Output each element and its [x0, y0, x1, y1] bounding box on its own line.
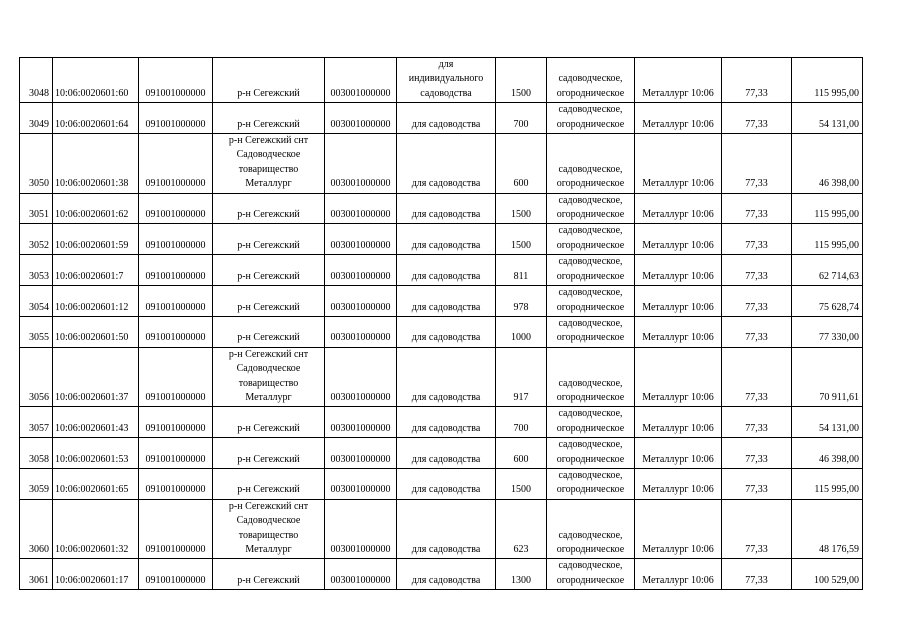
cell-category-line: огородническое	[556, 391, 625, 403]
table-row	[20, 286, 863, 317]
cell-address-line: Садоводческое	[236, 363, 301, 375]
table-row	[20, 134, 863, 194]
cell-cadastral-number: 10:06:0020601:32	[53, 499, 139, 559]
cell-address	[213, 134, 325, 194]
cell-permitted-use-line: для садоводства	[411, 544, 481, 555]
cell-okato-code: 091001000000	[139, 255, 213, 286]
cell-permitted-use	[397, 347, 496, 407]
cell-permitted-use	[397, 134, 496, 194]
cell-address	[213, 103, 325, 134]
cell-permitted-use	[397, 103, 496, 134]
cell-okato-code: 091001000000	[139, 559, 213, 590]
cell-address-line: р-н Сегежский	[237, 118, 300, 130]
cell-address-line: р-н Сегежский	[237, 574, 300, 586]
cell-address	[213, 224, 325, 255]
cell-category-line: садоводческое,	[558, 439, 623, 451]
cell-specific-value: 77,33	[722, 286, 792, 317]
cell-permitted-use-line: для садоводства	[411, 301, 481, 313]
cell-cadastral-number: 10:06:0020601:64	[53, 103, 139, 134]
cell-category	[547, 193, 635, 224]
cell-permitted-use-line: для	[438, 59, 454, 70]
cell-specific-value: 77,33	[722, 499, 792, 559]
cell-address-line: р-н Сегежский	[237, 301, 300, 313]
cell-category	[547, 58, 635, 103]
cell-row-number: 3051	[20, 193, 53, 224]
cell-cadastral-number: 10:06:0020601:50	[53, 316, 139, 347]
cell-category	[547, 103, 635, 134]
cell-address	[213, 438, 325, 469]
cell-okato-code: 091001000000	[139, 286, 213, 317]
cell-permitted-use-line: для садоводства	[411, 391, 481, 403]
cell-specific-value: 77,33	[722, 559, 792, 590]
cell-row-number: 3061	[20, 559, 53, 590]
cell-cadastral-number: 10:06:0020601:12	[53, 286, 139, 317]
cell-row-number: 3055	[20, 316, 53, 347]
cell-area: 700	[496, 103, 547, 134]
cell-cadastral-value: 75 628,74	[792, 286, 863, 317]
cell-permitted-use-line: для садоводства	[411, 209, 481, 221]
cell-okato-code: 091001000000	[139, 134, 213, 194]
cell-address-line: товарищество	[238, 529, 299, 541]
cell-partnership: Металлург 10:06	[635, 58, 722, 103]
cell-partnership: Металлург 10:06	[635, 468, 722, 499]
table-body	[20, 58, 863, 590]
cell-specific-value: 77,33	[722, 468, 792, 499]
cell-category-line: огородническое	[556, 239, 625, 251]
cell-category-line: огородническое	[556, 270, 625, 282]
cell-address-line: р-н Сегежский	[237, 484, 300, 496]
cell-permitted-use-line: для садоводства	[411, 422, 481, 434]
cell-address	[213, 286, 325, 317]
cell-okato-code: 091001000000	[139, 499, 213, 559]
cell-permitted-use-line: для садоводства	[411, 239, 481, 251]
table-row	[20, 103, 863, 134]
cell-oktmo-code: 003001000000	[325, 286, 397, 317]
cell-category-line: садоводческое,	[558, 225, 623, 237]
cell-row-number: 3057	[20, 407, 53, 438]
cell-permitted-use	[397, 438, 496, 469]
table-row	[20, 347, 863, 407]
cell-category-line: огородническое	[556, 453, 625, 465]
cell-category	[547, 499, 635, 559]
cell-category-line: огородническое	[556, 118, 625, 130]
cell-category-line: садоводческое,	[558, 73, 623, 85]
cell-address	[213, 468, 325, 499]
table-row	[20, 559, 863, 590]
cell-permitted-use	[397, 559, 496, 590]
cell-address-line: р-н Сегежский	[237, 239, 300, 251]
cell-okato-code: 091001000000	[139, 103, 213, 134]
cell-cadastral-value: 54 131,00	[792, 103, 863, 134]
cell-area: 600	[496, 134, 547, 194]
cell-category	[547, 438, 635, 469]
cell-oktmo-code: 003001000000	[325, 193, 397, 224]
cell-category-line: садоводческое,	[558, 317, 623, 329]
cell-area: 811	[496, 255, 547, 286]
cell-area: 1300	[496, 559, 547, 590]
land-plots-table	[19, 57, 863, 590]
cell-category	[547, 134, 635, 194]
cell-permitted-use	[397, 255, 496, 286]
cell-oktmo-code: 003001000000	[325, 468, 397, 499]
cell-address-line: р-н Сегежский	[237, 453, 300, 465]
cell-category-line: садоводческое,	[558, 287, 623, 299]
cell-okato-code: 091001000000	[139, 407, 213, 438]
cell-row-number: 3052	[20, 224, 53, 255]
cell-permitted-use-line: индивидуального	[408, 73, 484, 85]
cell-address-line: товарищество	[238, 163, 299, 175]
cell-cadastral-value: 115 995,00	[792, 193, 863, 224]
cell-address	[213, 58, 325, 103]
cell-category-line: огородническое	[556, 484, 625, 496]
cell-category	[547, 347, 635, 407]
cell-address-line: товарищество	[238, 377, 299, 389]
cell-specific-value: 77,33	[722, 224, 792, 255]
cell-partnership: Металлург 10:06	[635, 286, 722, 317]
cell-category	[547, 468, 635, 499]
cell-area: 1500	[496, 58, 547, 103]
cell-okato-code: 091001000000	[139, 316, 213, 347]
cell-oktmo-code: 003001000000	[325, 255, 397, 286]
cell-category-line: садоводческое,	[558, 194, 623, 206]
table-row	[20, 316, 863, 347]
cell-category-line: огородническое	[556, 301, 625, 313]
cell-partnership: Металлург 10:06	[635, 224, 722, 255]
cell-address-line: р-н Сегежский снт	[228, 348, 309, 360]
cell-category	[547, 255, 635, 286]
cell-oktmo-code: 003001000000	[325, 438, 397, 469]
table-row	[20, 58, 863, 103]
cell-cadastral-number: 10:06:0020601:59	[53, 224, 139, 255]
cell-row-number: 3054	[20, 286, 53, 317]
cell-partnership: Металлург 10:06	[635, 103, 722, 134]
cell-category-line: огородническое	[556, 209, 625, 221]
table-row	[20, 407, 863, 438]
cell-specific-value: 77,33	[722, 347, 792, 407]
cell-permitted-use	[397, 468, 496, 499]
cell-oktmo-code: 003001000000	[325, 407, 397, 438]
cell-oktmo-code: 003001000000	[325, 559, 397, 590]
cell-area: 1500	[496, 224, 547, 255]
cell-cadastral-number: 10:06:0020601:7	[53, 255, 139, 286]
cell-category-line: садоводческое,	[558, 529, 623, 541]
cell-category-line: огородническое	[556, 574, 625, 586]
cell-area: 917	[496, 347, 547, 407]
cell-category-line: огородническое	[556, 544, 625, 555]
cell-oktmo-code: 003001000000	[325, 134, 397, 194]
cell-category-line: огородническое	[556, 87, 625, 99]
cell-category-line: садоводческое,	[558, 104, 623, 116]
cell-address-line: Садоводческое	[236, 149, 301, 161]
cell-area: 700	[496, 407, 547, 438]
cell-partnership: Металлург 10:06	[635, 407, 722, 438]
cell-specific-value: 77,33	[722, 103, 792, 134]
cell-cadastral-number: 10:06:0020601:37	[53, 347, 139, 407]
cell-partnership: Металлург 10:06	[635, 499, 722, 559]
cell-partnership: Металлург 10:06	[635, 134, 722, 194]
cell-permitted-use-line: для садоводства	[411, 332, 481, 344]
cell-permitted-use	[397, 58, 496, 103]
cell-address-line: Металлург	[245, 178, 292, 190]
cell-permitted-use-line: для садоводства	[411, 453, 481, 465]
cell-okato-code: 091001000000	[139, 224, 213, 255]
cell-cadastral-value: 54 131,00	[792, 407, 863, 438]
cell-permitted-use-line: для садоводства	[411, 270, 481, 282]
table-row	[20, 499, 863, 559]
cell-address	[213, 499, 325, 559]
cell-cadastral-value: 100 529,00	[792, 559, 863, 590]
cell-area: 1000	[496, 316, 547, 347]
cell-address	[213, 316, 325, 347]
cell-category	[547, 316, 635, 347]
cell-row-number: 3048	[20, 58, 53, 103]
cell-cadastral-value: 62 714,63	[792, 255, 863, 286]
cell-permitted-use	[397, 407, 496, 438]
cell-category-line: садоводческое,	[558, 469, 623, 481]
table-row	[20, 255, 863, 286]
cell-oktmo-code: 003001000000	[325, 499, 397, 559]
cell-oktmo-code: 003001000000	[325, 347, 397, 407]
cell-area: 978	[496, 286, 547, 317]
table-row	[20, 224, 863, 255]
cell-permitted-use	[397, 224, 496, 255]
cell-okato-code: 091001000000	[139, 468, 213, 499]
cell-cadastral-number: 10:06:0020601:53	[53, 438, 139, 469]
cell-area: 600	[496, 438, 547, 469]
cell-permitted-use-line: садоводства	[420, 87, 472, 99]
cell-cadastral-number: 10:06:0020601:17	[53, 559, 139, 590]
cell-address-line: р-н Сегежский снт	[228, 500, 309, 512]
cell-partnership: Металлург 10:06	[635, 255, 722, 286]
cell-oktmo-code: 003001000000	[325, 316, 397, 347]
cell-permitted-use	[397, 499, 496, 559]
cell-address	[213, 347, 325, 407]
cell-cadastral-number: 10:06:0020601:38	[53, 134, 139, 194]
cell-category	[547, 224, 635, 255]
cell-specific-value: 77,33	[722, 407, 792, 438]
cell-permitted-use	[397, 193, 496, 224]
cell-specific-value: 77,33	[722, 193, 792, 224]
cell-oktmo-code: 003001000000	[325, 103, 397, 134]
cell-category-line: садоводческое,	[558, 408, 623, 420]
cell-cadastral-value: 46 398,00	[792, 134, 863, 194]
cell-area: 1500	[496, 468, 547, 499]
cell-address	[213, 255, 325, 286]
cell-area: 1500	[496, 193, 547, 224]
cell-row-number: 3060	[20, 499, 53, 559]
cell-category-line: садоводческое,	[558, 163, 623, 175]
cell-cadastral-number: 10:06:0020601:65	[53, 468, 139, 499]
cell-address-line: р-н Сегежский	[237, 87, 300, 99]
cell-category-line: огородническое	[556, 178, 625, 190]
cell-partnership: Металлург 10:06	[635, 316, 722, 347]
table-row	[20, 193, 863, 224]
cell-category-line: огородническое	[556, 422, 625, 434]
cell-okato-code: 091001000000	[139, 438, 213, 469]
cell-category-line: садоводческое,	[558, 377, 623, 389]
cell-category-line: огородническое	[556, 332, 625, 344]
cell-specific-value: 77,33	[722, 316, 792, 347]
cell-category-line: садоводческое,	[558, 256, 623, 268]
cell-cadastral-number: 10:06:0020601:62	[53, 193, 139, 224]
cell-row-number: 3059	[20, 468, 53, 499]
cell-okato-code: 091001000000	[139, 193, 213, 224]
cell-okato-code: 091001000000	[139, 58, 213, 103]
cell-address-line: Садоводческое	[236, 515, 301, 527]
cell-partnership: Металлург 10:06	[635, 193, 722, 224]
cell-row-number: 3056	[20, 347, 53, 407]
cell-address-line: р-н Сегежский	[237, 270, 300, 282]
cell-address	[213, 193, 325, 224]
cell-cadastral-number: 10:06:0020601:60	[53, 58, 139, 103]
cell-address	[213, 407, 325, 438]
cell-row-number: 3049	[20, 103, 53, 134]
cell-partnership: Металлург 10:06	[635, 438, 722, 469]
cell-cadastral-value: 46 398,00	[792, 438, 863, 469]
cell-address	[213, 559, 325, 590]
cell-permitted-use-line: для садоводства	[411, 484, 481, 496]
cell-address-line: Металлург	[245, 544, 292, 555]
cell-cadastral-number: 10:06:0020601:43	[53, 407, 139, 438]
cell-address-line: р-н Сегежский	[237, 422, 300, 434]
cell-row-number: 3053	[20, 255, 53, 286]
cell-cadastral-value: 115 995,00	[792, 58, 863, 103]
cell-permitted-use	[397, 316, 496, 347]
cell-partnership: Металлург 10:06	[635, 347, 722, 407]
cell-oktmo-code: 003001000000	[325, 224, 397, 255]
cell-row-number: 3058	[20, 438, 53, 469]
cell-row-number: 3050	[20, 134, 53, 194]
cell-category-line: садоводческое,	[558, 560, 623, 572]
cell-address-line: Металлург	[245, 391, 292, 403]
cell-okato-code: 091001000000	[139, 347, 213, 407]
cell-cadastral-value: 77 330,00	[792, 316, 863, 347]
cell-permitted-use-line: для садоводства	[411, 118, 481, 130]
cell-permitted-use	[397, 286, 496, 317]
table-row	[20, 468, 863, 499]
table-row	[20, 438, 863, 469]
cell-specific-value: 77,33	[722, 255, 792, 286]
cell-permitted-use-line: для садоводства	[411, 178, 481, 190]
cell-category	[547, 559, 635, 590]
cell-category	[547, 286, 635, 317]
cell-address-line: р-н Сегежский	[237, 209, 300, 221]
cell-cadastral-value: 115 995,00	[792, 468, 863, 499]
cell-cadastral-value: 115 995,00	[792, 224, 863, 255]
cell-cadastral-value: 48 176,59	[792, 499, 863, 559]
cell-category	[547, 407, 635, 438]
cell-specific-value: 77,33	[722, 134, 792, 194]
cell-partnership: Металлург 10:06	[635, 559, 722, 590]
cell-specific-value: 77,33	[722, 438, 792, 469]
cell-permitted-use-line: для садоводства	[411, 574, 481, 586]
cell-specific-value: 77,33	[722, 58, 792, 103]
cell-cadastral-value: 70 911,61	[792, 347, 863, 407]
cell-address-line: р-н Сегежский	[237, 332, 300, 344]
cell-oktmo-code: 003001000000	[325, 58, 397, 103]
cell-address-line: р-н Сегежский снт	[228, 135, 309, 147]
cell-area: 623	[496, 499, 547, 559]
